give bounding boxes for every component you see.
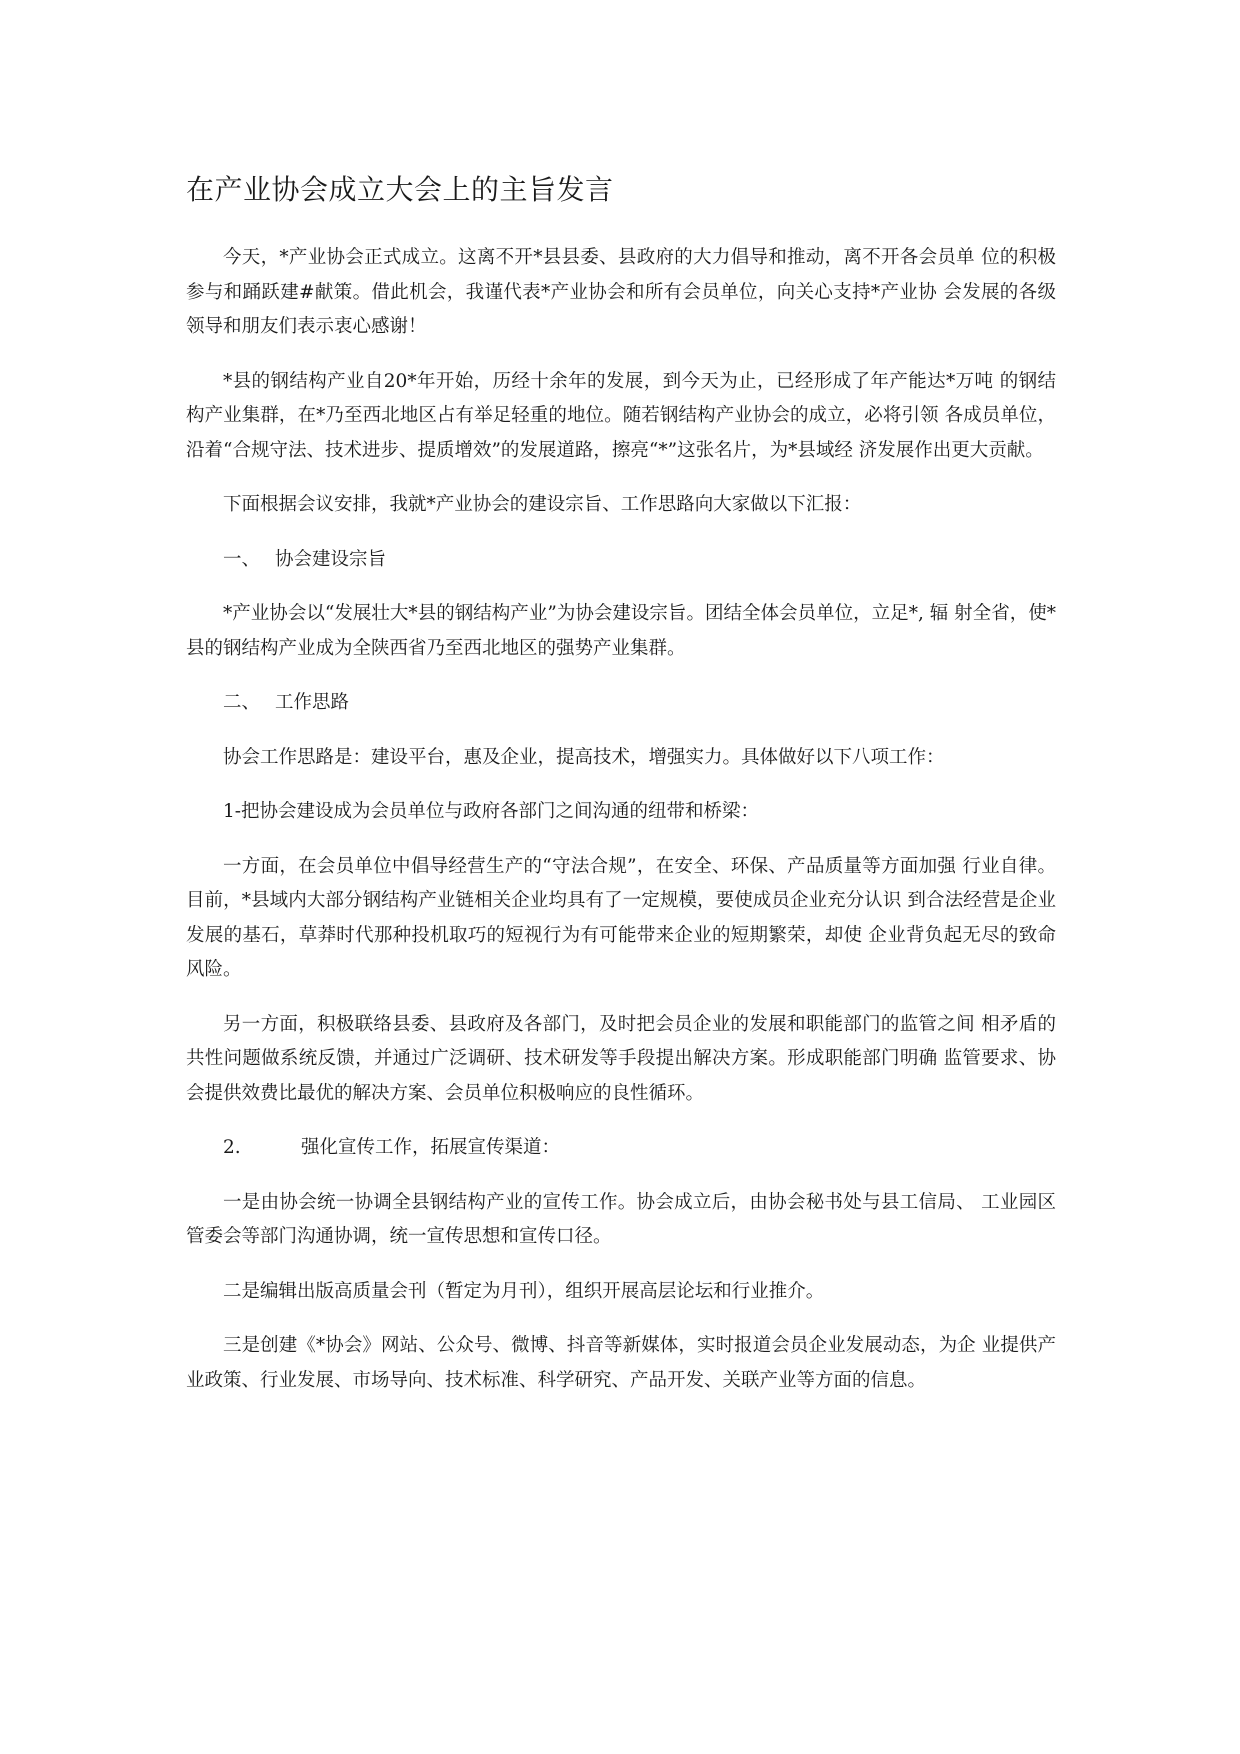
document-title: 在产业协会成立大会上的主旨发言: [186, 173, 614, 206]
section-heading-purpose: [186, 543, 1056, 578]
section-number: 二、: [223, 692, 261, 713]
section-heading-text: 强化宣传工作，拓展宣传渠道：: [301, 1137, 561, 1158]
section-number: 一、: [223, 548, 261, 570]
paragraph-work-ideas: 协会工作思路是：建设平台，惠及企业，提高技术，增强实力。具体做好以下八项工作：: [223, 746, 945, 768]
section-number: 2.: [223, 1137, 241, 1158]
paragraph-report-intro: 下面根据会议安排，我就*产业协会的建设宗旨、工作思路向大家做以下汇报：: [223, 494, 862, 515]
section-heading-text: 工作思路: [275, 692, 350, 713]
document-body: [186, 241, 1056, 1418]
paragraph-one-hand: 一方面，在会员单位中倡导经营生产的“守法合规”，在安全、环保、产品质量等方面加强 行业自律。目前，*县域内大部分钢结构产业链相关企业均具有了一定规模，要使成员企业充分认识 到合法经营是企业发展的基石，草莽时代那种投机取巧的短视行为有可能带来企业的短期繁荣，却使 企业背负起无尽的致命风险。: [186, 855, 1056, 980]
paragraph-publicity-3: 三是创建《*协会》网站、公众号、微博、抖音等新媒体，实时报道会员企业发展动态，为企 业提供产业政策、行业发展、市场导向、技术标准、科学研究、产品开发、关联产业等方面的信息。: [186, 1335, 1056, 1391]
section-heading-text: 协会建设宗旨: [275, 548, 387, 570]
paragraph-industry-background: *县的钢结构产业自20*年开始，历经十余年的发展，到今天为止，已经形成了年产能达*万吨 的钢结构产业集群，在*乃至西北地区占有举足轻重的地位。随若钢结构产业协会的成立，必将引领 各成员单位，沿着“合规守法、技术进步、提质增效”的发展道路，擦亮“*”这张名片，为*县域经 济发展作出更大贡献。: [186, 370, 1056, 461]
paragraph-publicity-2: 二是编辑出版高质量会刊（暂定为月刊），组织开展高层论坛和行业推介。: [223, 1280, 825, 1302]
paragraph-item-1: 1-把协会建设成为会员单位与政府各部门之间沟通的纽带和桥梁：: [223, 801, 760, 822]
paragraph-other-hand: 另一方面，积极联络县委、县政府及各部门，及时把会员企业的发展和职能部门的监管之间 相矛盾的共性问题做系统反馈，并通过广泛调研、技术研发等手段提出解决方案。形成职能部门明确 监管要求、协会提供效费比最优的解决方案、会员单位积极响应的良性循环。: [186, 1013, 1056, 1104]
paragraph-publicity-1: 一是由协会统一协调全县钢结构产业的宣传工作。协会成立后，由协会秘书处与县工信局、 工业园区管委会等部门沟通协调，统一宣传思想和宣传口径。: [186, 1191, 1056, 1247]
paragraph-opening: 今天，*产业协会正式成立。这离不开*县县委、县政府的大力倡导和推动，离不开各会员单 位的积极参与和踊跃建#献策。借此机会，我谨代表*产业协会和所有会员单位，向关心支持*产业协 会发展的各级领导和朋友们表示衷心感谢！: [186, 247, 1056, 337]
paragraph-purpose: *产业协会以“发展壮大*县的钢结构产业”为协会建设宗旨。团结全体会员单位，立足*, 辐 射全省，使*县的钢结构产业成为全陕西省乃至西北地区的强势产业集群。: [186, 603, 1056, 659]
section-heading-item-2: [186, 1131, 1056, 1166]
section-heading-work-ideas: [186, 686, 1056, 721]
